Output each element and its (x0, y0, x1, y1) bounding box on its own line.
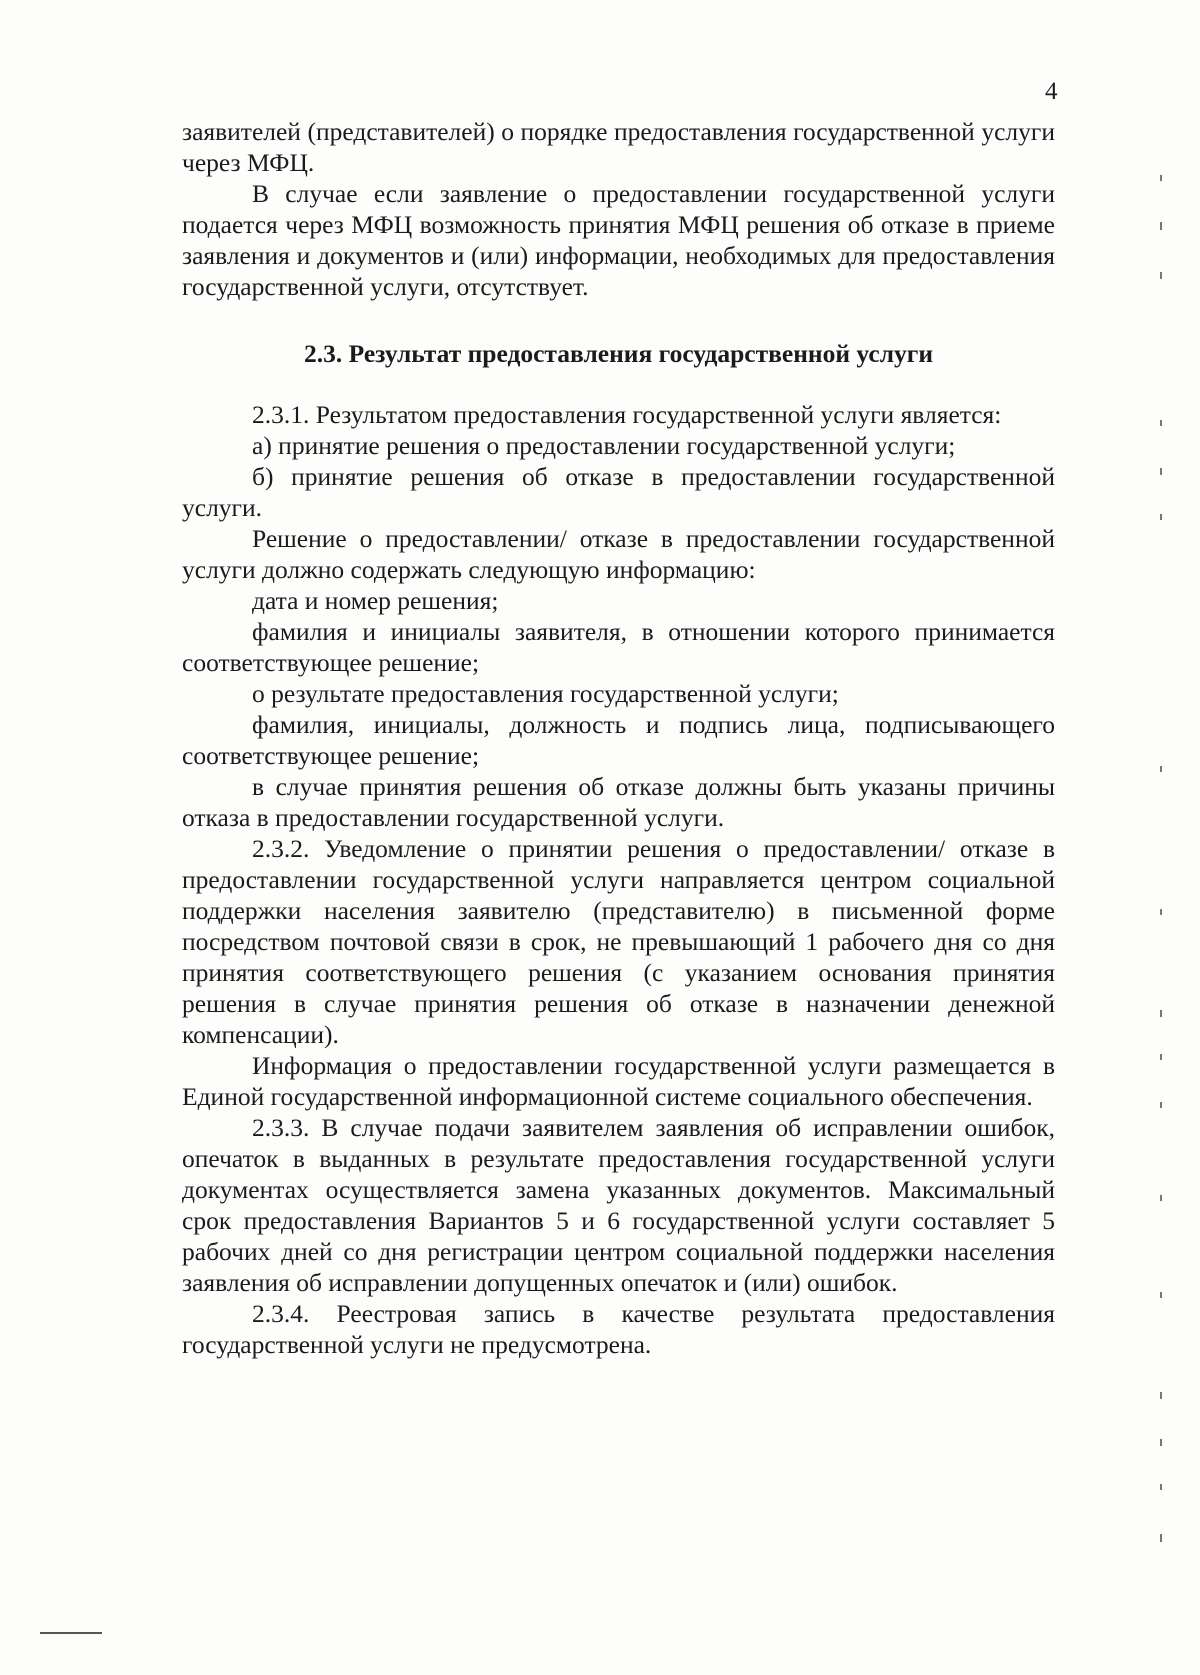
scan-mark (1160, 1195, 1162, 1201)
list-item-result: о результате предоставления государственной услуги; (252, 679, 839, 708)
scan-mark (1160, 1439, 1162, 1446)
paragraph-2-3-1: 2.3.1. Результатом предоставления государственной услуги является: (252, 400, 1002, 429)
paragraph-2-3-4: 2.3.4. Реестровая запись в качестве результата предоставления государственной услуги не предусмотрена. (182, 1299, 1055, 1359)
document-body (182, 116, 1055, 1360)
paragraph-mfc-refusal: В случае если заявление о предоставлении государственной услуги подается через МФЦ возможность принятия МФЦ решения об отказе в приеме заявления и документов и (или) информации, необходимых для предоставления государственной услуги, отсутствует. (182, 179, 1055, 301)
list-item-date-number: дата и номер решения; (252, 586, 499, 615)
scan-mark (1160, 1010, 1162, 1017)
scan-mark (1160, 1292, 1162, 1298)
paragraph-information-system: Информация о предоставлении государственной услуги размещается в Единой государственной информационной системе социального обеспечения. (182, 1051, 1055, 1111)
scan-mark (1160, 909, 1162, 915)
paragraph-continuation: заявителей (представителей) о порядке предоставления государственной услуги через МФЦ. (182, 117, 1055, 177)
scan-mark (1160, 1534, 1162, 1542)
scan-mark (1160, 468, 1162, 475)
paragraph-2-3-2: 2.3.2. Уведомление о принятии решения о предоставлении/ отказе в предоставлении государственной услуги направляется центром социальной поддержки населения заявителю (представителю) в письменной форме посредством почтовой связи в срок, не превышающий 1 рабочего дня со дня принятия соответствующего решения (с указанием основания принятия решения в случае принятия решения об отказе в назначении денежной компенсации). (182, 834, 1055, 1049)
scan-mark (1160, 175, 1162, 181)
list-item-a: а) принятие решения о предоставлении государственной услуги; (252, 431, 956, 460)
page-number: 4 (1045, 78, 1058, 105)
paragraph-decision-content: Решение о предоставлении/ отказе в предоставлении государственной услуги должно содержать следующую информацию: (182, 524, 1055, 584)
footer-rule (40, 1632, 102, 1634)
scan-mark (1160, 1102, 1162, 1108)
section-heading-2-3: 2.3. Результат предоставления государственной услуги (303, 339, 934, 368)
scan-mark (1160, 222, 1162, 230)
scan-mark (1160, 766, 1162, 772)
paragraph-2-3-3: 2.3.3. В случае подачи заявителем заявления об исправлении ошибок, опечаток в выданных в результате предоставления государственной услуги документах осуществляется замена указанных документов. Максимальный срок предоставления Вариантов 5 и 6 государственной услуги составляет 5 рабочих дней со дня регистрации центром социальной поддержки населения заявления об исправлении допущенных опечаток и (или) ошибок. (182, 1113, 1055, 1297)
list-item-b: б) принятие решения об отказе в предоставлении государственной услуги. (182, 462, 1055, 522)
scan-mark (1160, 514, 1162, 520)
scan-mark (1160, 1054, 1162, 1060)
list-item-signatory: фамилия, инициалы, должность и подпись лица, подписывающего соответствующее решение; (182, 710, 1055, 770)
scan-mark (1160, 272, 1162, 279)
list-item-refusal-reasons: в случае принятия решения об отказе должны быть указаны причины отказа в предоставлении государственной услуги. (182, 772, 1055, 832)
list-item-applicant-name: фамилия и инициалы заявителя, в отношении которого принимается соответствующее решение; (182, 617, 1055, 677)
scan-mark (1160, 1484, 1162, 1490)
scan-mark (1160, 420, 1162, 426)
scan-mark (1160, 1392, 1162, 1399)
